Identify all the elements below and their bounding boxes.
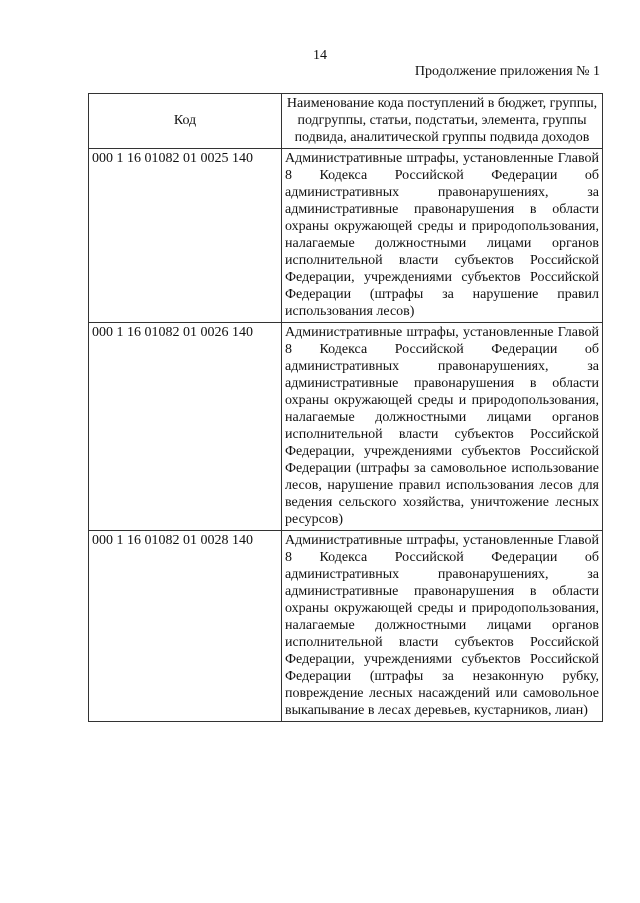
column-header-name: Наименование кода поступлений в бюджет, группы, подгруппы, статьи, подстатьи, элемента, группы подвида, аналитической группы подвида доходов [282, 94, 603, 149]
name-cell: Административные штрафы, установленные Главой 8 Кодекса Российской Федерации об административных правонарушениях, за административные правонарушения в области охраны окружающей среды и природопользования, налагаемые должностными лицами органов исполнительной власти субъектов Российской Федерации, учреждениями субъектов Российской Федерации (штрафы за самовольное использование лесов, нарушение правил использования лесов для ведения сельского хозяйства, уничтожение лесных ресурсов) [282, 323, 603, 531]
table-row [89, 531, 603, 722]
code-cell: 000 1 16 01082 01 0026 140 [89, 323, 282, 531]
name-cell: Административные штрафы, установленные Главой 8 Кодекса Российской Федерации об административных правонарушениях, за административные правонарушения в области охраны окружающей среды и природопользования, налагаемые должностными лицами органов исполнительной власти субъектов Российской Федерации, учреждениями субъектов Российской Федерации (штрафы за незаконную рубку, повреждение лесных насаждений или самовольное выкапывание в лесах деревьев, кустарников, лиан) [282, 531, 603, 722]
table-row [89, 149, 603, 323]
code-cell: 000 1 16 01082 01 0028 140 [89, 531, 282, 722]
revenue-codes-table [88, 93, 603, 722]
name-cell: Административные штрафы, установленные Главой 8 Кодекса Российской Федерации об административных правонарушениях, за административные правонарушения в области охраны окружающей среды и природопользования, налагаемые должностными лицами органов исполнительной власти субъектов Российской Федерации, учреждениями субъектов Российской Федерации (штрафы за нарушение правил использования лесов) [282, 149, 603, 323]
table-header-row [89, 94, 603, 149]
page-number: 14 [313, 48, 327, 63]
table-row [89, 323, 603, 531]
continuation-label: Продолжение приложения № 1 [414, 64, 600, 79]
column-header-code: Код [89, 94, 282, 149]
code-cell: 000 1 16 01082 01 0025 140 [89, 149, 282, 323]
